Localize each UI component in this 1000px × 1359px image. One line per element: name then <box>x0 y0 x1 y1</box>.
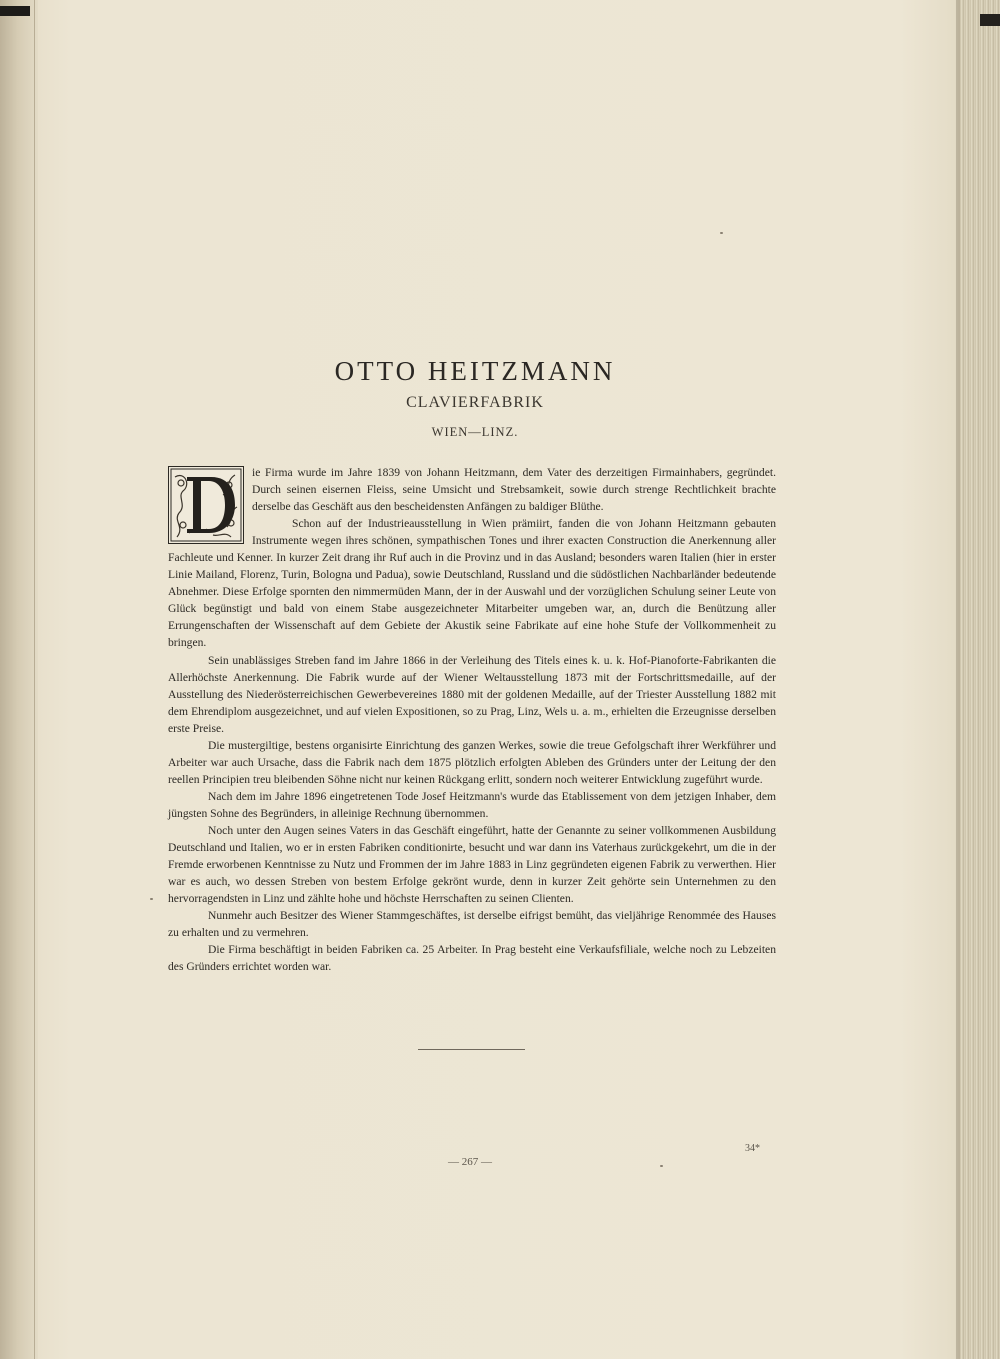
scan-corner-mark <box>0 6 30 16</box>
paragraph: Die Firma beschäftigt in beiden Fabriken ca. 25 Arbeiter. In Prag besteht eine Verkaufsfiliale, welche noch zu Lebzeiten des Gründers errichtet worden war. <box>168 943 776 974</box>
paper-speck <box>660 1165 663 1167</box>
paper-speck <box>720 232 723 234</box>
page-title: OTTO HEITZMANN <box>334 356 616 386</box>
paragraph: Nunmehr auch Besitzer des Wiener Stammgeschäftes, ist derselbe eifrigst bemüht, das vieljährige Renommée des Hauses zu erhalten und zu vermehren. <box>168 909 776 940</box>
paragraph: Schon auf der Industrieausstellung in Wien prämiirt, fanden die von Johann Heitzmann gebauten Instrumente wegen ihres schönen, sympathischen Tones und ihrer exacten Construction die Anerkennung aller Fachleute und Kenner. In kurzer Zeit drang ihr Ruf auch in die Provinz und in das Ausland; besonders waren Italien (hier in erster Linie Mailand, Florenz, Turin, Bologna und Padua), sowie Deutschland, Russland und die südöstlichen Nachbarländer bedeutende Abnehmer. Diese Erfolge spornten den nimmermüden Mann, der in der Auswahl und der vorzüglichen Schulung seiner Leute von Glück begünstigt und bald von einem Stabe ausgezeichneter Mitarbeiter umgeben war, an, durch die Benützung aller Errungenschaften der Wissenschaft auf dem Gebiete der Akustik seine Fabrikate auf eine hohe Stufe der Vollkommenheit zu bringen. <box>168 517 776 650</box>
paragraph: Noch unter den Augen seines Vaters in das Geschäft eingeführt, hatte der Genannte zu seiner vollkommenen Ausbildung Deutschland und Italien, wo er in ersten Fabriken conditionirte, besucht und war dann ins Vaterhaus zurückgekehrt, um die in der Fremde erworbenen Kenntnisse zu Nutz und Frommen der im Jahre 1883 in Linz gegründeten eigenen Fabrik zu verwerthen. Hier war es auch, wo dessen Streben von bestem Erfolge gekrönt wurde, denn in kurzer Zeit gehörte sein Unternehmen zu den hervorragendsten in Linz und zählte hohe und höchste Herrschaften zu seinen Clienten. <box>168 823 776 906</box>
gutter-line <box>34 0 35 1359</box>
page-subtitle: CLAVIERFABRIK <box>406 394 544 411</box>
page-number: — 267 — <box>448 1156 492 1168</box>
paragraph-text: ie Firma wurde im Jahre 1839 von Johann Heitzmann, dem Vater des derzeitigen Firmainhabers, gegründet. Durch seinen eisernen Fleiss, seine Umsicht und Strebsamkeit, sowie durch strenge Rechtlichkeit brachte derselbe das Geschäft aus den bescheidensten Anfängen zu baldiger Blüthe. <box>252 466 776 514</box>
page-edges <box>960 0 1000 1359</box>
scan-edge-mark <box>980 14 1000 26</box>
paragraph: Die mustergiltige, bestens organisirte Einrichtung des ganzen Werkes, sowie die treue Gefolgschaft ihrer Werkführer und Arbeiter war auch Ursache, dass die Fabrik nach dem 1875 plötzlich erfolgten Ableben des Gründers unter der Leitung der den reellen Principien treu bleibenden Söhne nicht nur keinen Rückgang erlitt, sondern noch weiterer Entwicklung zugeführt wurde. <box>168 738 776 786</box>
location-line: WIEN—LINZ. <box>431 425 519 439</box>
ornamental-initial-d-icon <box>168 466 244 544</box>
paragraph: Nach dem im Jahre 1896 eingetretenen Tode Josef Heitzmann's wurde das Etablissement von dem jetzigen Inhaber, dem jüngsten Sohne des Begründers, in alleinige Rechnung übernommen. <box>168 789 776 820</box>
paragraph: Sein unablässiges Streben fand im Jahre 1866 in der Verleihung des Titels eines k. u. k. Hof-Pianoforte-Fabrikanten die Allerhöchste Anerkennung. Die Fabrik wurde auf der Wiener Weltausstellung 1873 mit der Fortschrittsmedaille, auf der Ausstellung des Niederösterreichischen Gewerbevereines 1880 mit der goldenen Medaille, auf der Triester Ausstellung 1882 mit dem Ehrendiplom ausgezeichnet, und auf vielen Expositionen, so zu Prag, Linz, Wels u. a. m., erhielten die Erzeugnisse derselben erste Preise. <box>168 653 776 735</box>
paragraph <box>168 464 776 515</box>
paper-speck <box>150 898 153 900</box>
article-body <box>168 464 776 975</box>
book-gutter <box>0 0 38 1359</box>
end-rule <box>418 1049 525 1050</box>
signature-mark: 34* <box>745 1143 760 1154</box>
